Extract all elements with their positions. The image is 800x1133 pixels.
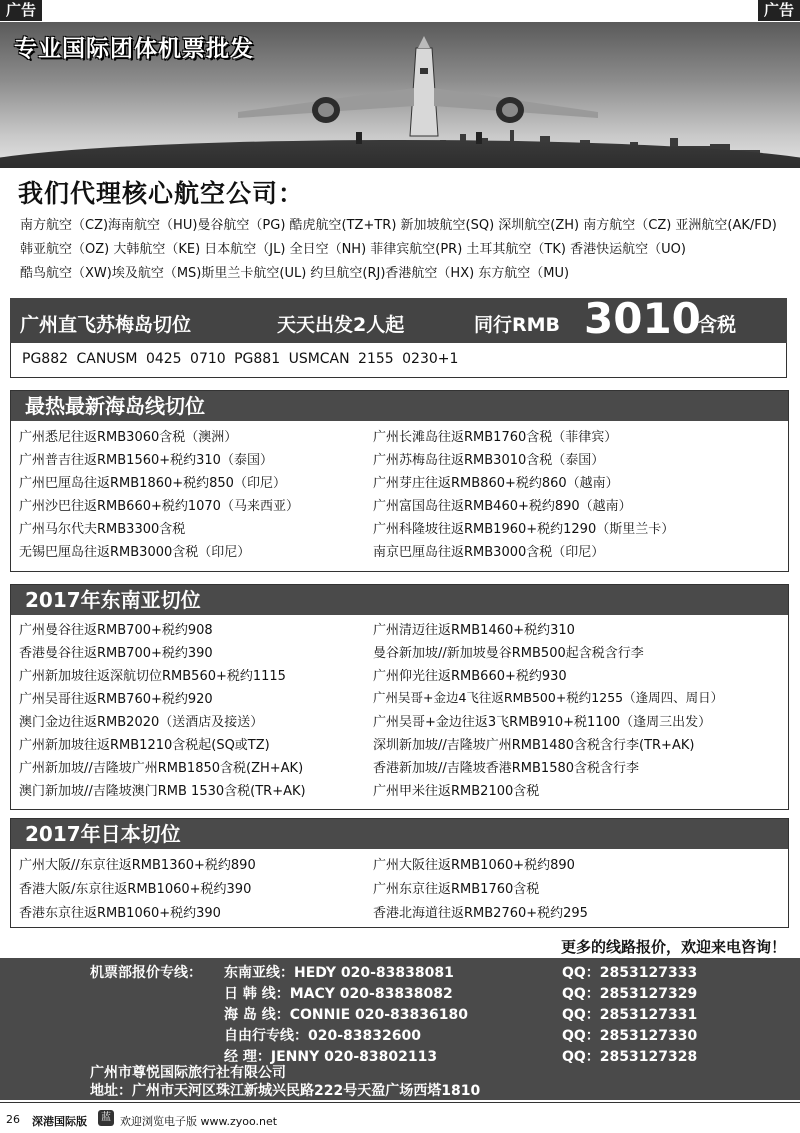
route-item: 广州新加坡往返RMB1210含税起(SQ或TZ) xyxy=(19,738,270,753)
contact-line: 自由行专线：020-83832600 xyxy=(224,1028,421,1044)
contact-panel xyxy=(0,958,800,1100)
contact-line: 日 韩 线：MACY 020-83838082 xyxy=(224,986,453,1002)
contact-qq: QQ：2853127328 xyxy=(562,1049,698,1065)
company-name: 广州市尊悦国际旅行社有限公司 xyxy=(90,1065,286,1081)
route-item: 香港北海道往返RMB2760+税约295 xyxy=(373,906,588,921)
promo-departure: 天天出发2人起 xyxy=(277,314,405,336)
more-routes-note: 更多的线路报价，欢迎来电咨询！ xyxy=(560,938,786,956)
route-item: 南京巴厘岛往返RMB3000含税（印尼） xyxy=(373,545,605,560)
route-item: 广州吴哥往返RMB760+税约920 xyxy=(19,692,213,707)
section-title: 2017年东南亚切位 xyxy=(11,585,788,615)
airline-line: 韩亚航空（OZ) 大韩航空（KE) 日本航空（JL) 全日空（NH) 菲律宾航空(PR) 土耳其航空（TK) 香港快运航空（UO) xyxy=(20,242,686,257)
promo-price-label: 同行RMB xyxy=(474,314,561,336)
contact-qq: QQ：2853127329 xyxy=(562,986,698,1002)
route-item: 广州马尔代夫RMB3300含税 xyxy=(19,522,186,537)
airline-line: 南方航空（CZ)海南航空（HU)曼谷航空（PG) 酷虎航空(TZ+TR) 新加坡航空(SQ) 深圳航空(ZH) 南方航空（CZ) 亚洲航空(AK/FD) xyxy=(20,218,777,233)
route-item: 广州吴哥+金边4飞往返RMB500+税约1255（逢周四、周日） xyxy=(373,690,724,705)
route-item: 广州苏梅岛往返RMB3010含税（泰国） xyxy=(373,453,605,468)
airline-line: 酷鸟航空（XW)埃及航空（MS)斯里兰卡航空(UL) 约旦航空(RJ)香港航空（HX) 东方航空（MU) xyxy=(20,266,570,281)
route-item: 广州东京往返RMB1760含税 xyxy=(373,882,540,897)
route-item: 广州悉尼往返RMB3060含税（澳洲） xyxy=(19,430,238,445)
logo-icon: 蓝 xyxy=(98,1110,114,1126)
contact-qq: QQ：2853127333 xyxy=(562,965,698,981)
flight-schedule: PG882 CANUSM 0425 0710 PG881 USMCAN 2155 0230+1 xyxy=(22,351,459,367)
promo-banner xyxy=(10,294,787,343)
route-item: 广州大阪//东京往返RMB1360+税约890 xyxy=(19,858,256,873)
page-footer xyxy=(0,1102,800,1133)
contact-line: 东南亚线：HEDY 020-83838081 xyxy=(224,965,454,981)
route-item: 广州长滩岛往返RMB1760含税（菲律宾） xyxy=(373,430,618,445)
contact-qq: QQ：2853127331 xyxy=(562,1007,698,1023)
route-item: 广州吴哥+金边往返3飞RMB910+税1100（逢周三出发） xyxy=(373,715,712,730)
promo-price: 3010 xyxy=(584,294,701,343)
promo-route: 广州直飞苏梅岛切位 xyxy=(20,314,192,336)
route-item: 广州芽庄往返RMB860+税约860（越南） xyxy=(373,476,619,491)
route-item: 香港东京往返RMB1060+税约390 xyxy=(19,906,221,921)
route-item: 广州清迈往返RMB1460+税约310 xyxy=(373,623,575,638)
route-item: 香港曼谷往返RMB700+税约390 xyxy=(19,646,213,661)
contact-line: 经 理：JENNY 020-83802113 xyxy=(224,1049,438,1065)
route-item: 广州新加坡往返深航切位RMB560+税约1115 xyxy=(19,669,286,684)
section-title: 最热最新海岛线切位 xyxy=(11,391,788,421)
route-item: 广州富国岛往返RMB460+税约890（越南） xyxy=(373,499,632,514)
ad-tag-left: 广告 xyxy=(0,0,42,21)
route-item: 广州科隆坡往返RMB1960+税约1290（斯里兰卡） xyxy=(373,522,675,537)
route-item: 广州仰光往返RMB660+税约930 xyxy=(373,669,567,684)
route-item: 香港新加坡//吉隆坡香港RMB1580含税含行李 xyxy=(373,761,640,776)
flight-schedule-box xyxy=(10,343,787,378)
section-title: 2017年日本切位 xyxy=(11,819,788,849)
route-item: 广州巴厘岛往返RMB1860+税约850（印尼） xyxy=(19,476,286,491)
website-link[interactable]: 欢迎浏览电子版 www.zyoo.net xyxy=(120,1115,278,1128)
route-item: 曼谷新加坡//新加坡曼谷RMB500起含税含行李 xyxy=(373,646,644,661)
company-address: 地址：广州市天河区珠江新城兴民路222号天盈广场西塔1810 xyxy=(90,1083,481,1099)
promo-tax-note: 含税 xyxy=(698,314,737,336)
contact-line: 海 岛 线：CONNIE 020-83836180 xyxy=(224,1007,468,1023)
route-item: 广州曼谷往返RMB700+税约908 xyxy=(19,623,213,638)
route-item: 广州普吉往返RMB1560+税约310（泰国） xyxy=(19,453,273,468)
airline-list xyxy=(20,214,795,286)
route-item: 香港大阪/东京往返RMB1060+税约390 xyxy=(19,882,252,897)
route-item: 澳门新加坡//吉隆坡澳门RMB 1530含税(TR+AK) xyxy=(19,784,306,799)
edition-name: 深港国际版 xyxy=(32,1115,87,1128)
section-southeast-asia xyxy=(10,584,789,810)
section-island xyxy=(10,390,789,572)
route-item: 广州甲米往返RMB2100含税 xyxy=(373,784,540,799)
route-item: 澳门金边往返RMB2020（送酒店及接送） xyxy=(19,715,264,730)
hotline-label: 机票部报价专线： xyxy=(90,965,202,981)
airplane-graphic xyxy=(238,28,598,158)
route-item: 广州新加坡//吉隆坡广州RMB1850含税(ZH+AK) xyxy=(19,761,304,776)
core-airlines-title: 我们代理核心航空公司： xyxy=(18,179,305,208)
route-item: 无锡巴厘岛往返RMB3000含税（印尼） xyxy=(19,545,251,560)
section-japan xyxy=(10,818,789,928)
route-item: 广州沙巴往返RMB660+税约1070（马来西亚） xyxy=(19,499,299,514)
route-item: 广州大阪往返RMB1060+税约890 xyxy=(373,858,575,873)
contact-qq: QQ：2853127330 xyxy=(562,1028,698,1044)
hero-banner xyxy=(0,22,800,168)
route-item: 深圳新加坡//吉隆坡广州RMB1480含税含行李(TR+AK) xyxy=(373,738,695,753)
hero-title: 专业国际团体机票批发 xyxy=(14,36,254,62)
page-number: 26 xyxy=(6,1113,20,1126)
ad-tag-right: 广告 xyxy=(758,0,800,21)
